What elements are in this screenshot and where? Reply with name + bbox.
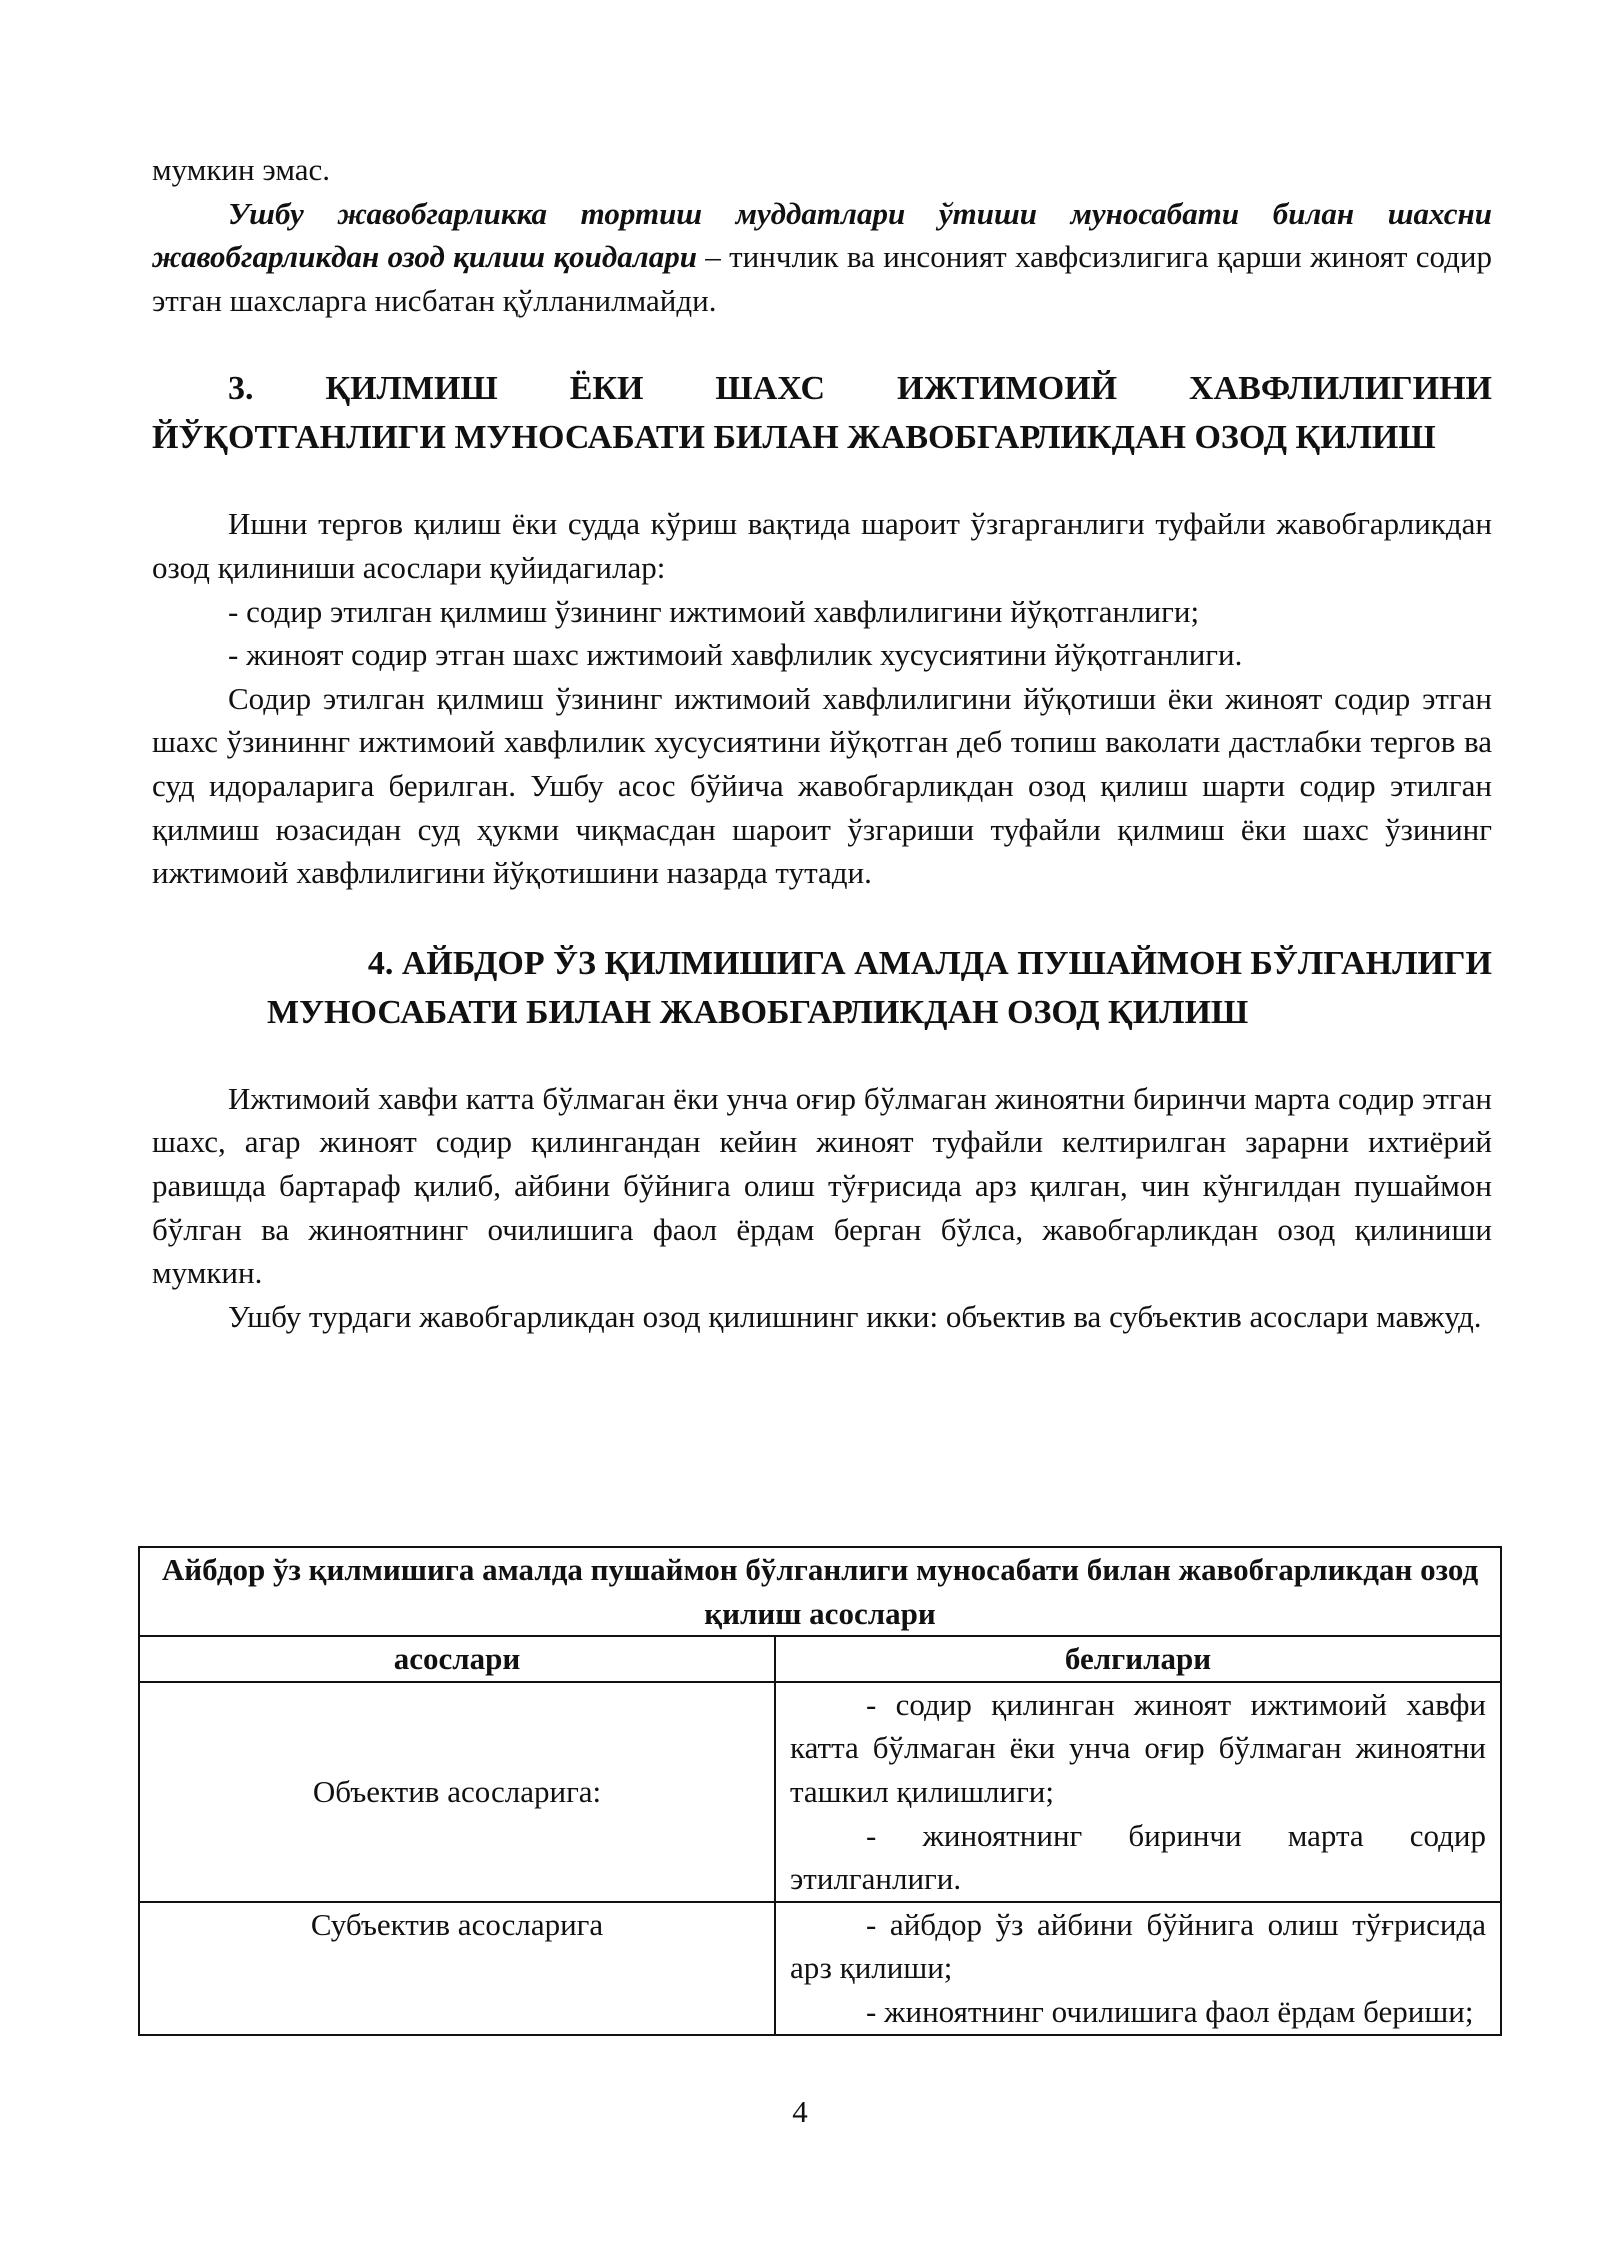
document-page: [152, 148, 1492, 1338]
section-4-paragraph-2: Ушбу турдаги жавобгарликдан озод қилишнинг икки: объектив ва субъектив асослари мавжуд.: [228, 1298, 1482, 1334]
table-cell-basis: Субъектив асосларига: [139, 1902, 775, 2035]
sign-item: - жиноятнинг очилишига фаол ёрдам бериши;: [866, 1993, 1474, 2029]
section-3-heading-rest: ЙЎҚОТГАНЛИГИ МУНОСАБАТИ БИЛАН ЖАВОБГАРЛИКДАН ОЗОД ҚИЛИШ: [152, 419, 1436, 457]
sign-item: - жиноятнинг биринчи марта содир этилганлиги.: [790, 1817, 1486, 1897]
section-4-heading: [152, 939, 1492, 1037]
rule-paragraph: [152, 192, 1492, 323]
section-4-heading-line-2: МУНОСАБАТИ БИЛАН ЖАВОБГАРЛИКДАН ОЗОД ҚИЛИШ: [267, 993, 1249, 1031]
section-3-paragraph-2: Содир этилган қилмиш ўзининг ижтимоий хавфлилигини йўқотиши ёки жиноят содир этган шахс ўзининнг ижтимоий хавфлилик хусусиятини йўқотган деб топиш ваколати дастлабки тергов ва суд идораларига берилган. Ушбу асос бўйича жавобгарликдан озод қилиш шарти содир этилган қилмиш юзасидан суд ҳукми чиқмасдан шароит ўзгариши туфайли қилмиш ёки шахс ўзининг ижтимоий хавфлилигини йўқотишини назарда тутади.: [152, 680, 1492, 891]
table-row: [139, 1682, 1501, 1902]
table-cell-signs: [775, 1902, 1501, 2035]
section-4-paragraph-1: Ижтимоий хавфи катта бўлмаган ёки унча оғир бўлмаган жиноятни биринчи марта содир этган шахс, агар жиноят содир қилингандан кейин жиноят туфайли келтирилган зарарни ихтиёрий равишда бартараф қилиб, айбини бўйнига олиш тўғрисида арз қилган, чин кўнгилдан пушаймон бўлган ва жиноятнинг очилишига фаол ёрдам берган бўлса, жавобгарликдан озод қилиниши мумкин.: [152, 1080, 1492, 1291]
section-3-heading: [152, 364, 1492, 462]
column-header-grounds: асослари: [139, 1636, 775, 1682]
table-header-row: [139, 1636, 1501, 1682]
rule-rest: – тинчлик ва инсоният хавфсизлигига қарши жиноят содир этган шахсларга нисбатан қўлланилмайди.: [152, 239, 1492, 318]
column-header-signs: белгилари: [775, 1636, 1501, 1682]
page-number: 4: [792, 2094, 808, 2129]
continuation-text: мумкин эмас.: [152, 152, 331, 187]
sign-item: - айбдор ўз айбини бўйнига олиш тўғрисида арз қилиши;: [790, 1906, 1486, 1986]
table-cell-basis: Объектив асосларига:: [139, 1682, 775, 1902]
rule-emphasis: Ушбу жавобгарликка тортиш муддатлари ўтиши муносабати билан шахсни жавобгарликдан озод қилиш қоидалари: [152, 195, 1492, 275]
table-caption-row: [139, 1547, 1501, 1636]
sign-item: - содир қилинган жиноят ижтимоий хавфи катта бўлмаган ёки унча оғир бўлмаган жиноятни ташкил қилишлиги;: [790, 1686, 1486, 1809]
section-3-bullet-1: - содир этилган қилмиш ўзининг ижтимоий хавфлилигини йўқотганлиги;: [228, 593, 1200, 629]
table-row: [139, 1902, 1501, 2035]
section-3-bullet-2: - жиноят содир этган шахс ижтимоий хавфлилик хусусиятини йўқотганлиги.: [228, 637, 1243, 673]
grounds-table: [138, 1546, 1502, 2036]
section-3-paragraph-1: Ишни тергов қилиш ёки судда кўриш вақтида шароит ўзгарганлиги туфайли жавобгарликдан озод қилиниши асослари қуйидагилар:: [152, 506, 1492, 585]
section-4-heading-line-1: 4. АЙБДОР ЎЗ ҚИЛМИШИГА АМАЛДА ПУШАЙМОН БЎЛГАНЛИГИ: [367, 944, 1492, 982]
table-cell-signs: [775, 1682, 1501, 1902]
section-3-heading-first: 3. ҚИЛМИШ ЁКИ ШАХС ИЖТИМОИЙ ХАВФЛИЛИГИНИ: [228, 370, 1492, 408]
table-caption: Айбдор ўз қилмишига амалда пушаймон бўлганлиги муносабати билан жавобгарликдан озод қилиш асослари: [139, 1547, 1501, 1636]
